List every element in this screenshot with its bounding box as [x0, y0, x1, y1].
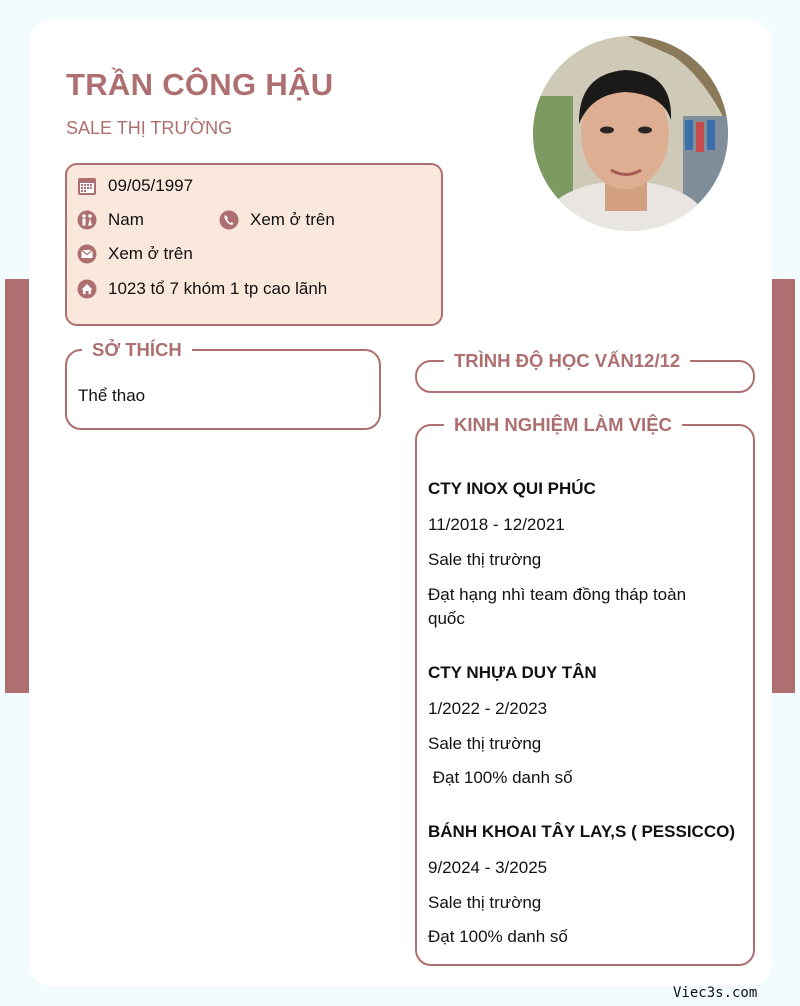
birthday-row — [77, 176, 193, 196]
address-row — [77, 279, 327, 299]
candidate-name: TRẦN CÔNG HẬU — [66, 67, 334, 102]
job-company: BÁNH KHOAI TÂY LAY,S ( PESSICCO) — [428, 822, 735, 841]
job-role: Sale thị trường — [428, 550, 542, 569]
email-row — [77, 244, 193, 264]
watermark: Viec3s.com — [673, 985, 758, 1001]
birthday-value: 09/05/1997 — [108, 176, 194, 195]
address-value: 1023 tổ 7 khóm 1 tp cao lãnh — [108, 279, 328, 298]
hobbies-title: SỞ THÍCH — [82, 338, 192, 362]
hobbies-content: Thể thao — [78, 386, 146, 405]
job-company: CTY INOX QUI PHÚC — [428, 479, 596, 498]
personal-info-box — [65, 163, 443, 326]
job-description: Đạt 100% danh số — [428, 927, 568, 946]
experience-section — [415, 414, 755, 966]
calendar-icon — [77, 176, 97, 196]
phone-value: Xem ở trên — [250, 210, 335, 229]
hobbies-section — [65, 339, 381, 430]
gender-row — [77, 210, 144, 230]
job-period: 11/2018 - 12/2021 — [428, 515, 565, 534]
job-description: Đạt 100% danh số — [428, 768, 573, 787]
job-company: CTY NHỰA DUY TÂN — [428, 663, 597, 682]
job-role: Sale thị trường — [428, 734, 542, 753]
gender-value: Nam — [108, 210, 144, 229]
avatar — [533, 36, 728, 231]
gender-icon — [77, 210, 97, 230]
job-role: Sale thị trường — [428, 893, 542, 912]
candidate-position: SALE THỊ TRƯỜNG — [66, 118, 233, 138]
job-description: Đạt hạng nhì team đồng tháp toàn quốc — [428, 585, 687, 628]
job-period: 9/2024 - 3/2025 — [428, 858, 548, 877]
education-title: TRÌNH ĐỘ HỌC VẤN12/12 — [444, 349, 690, 373]
email-icon — [77, 244, 97, 264]
phone-icon — [219, 210, 239, 230]
experience-title: KINH NGHIỆM LÀM VIỆC — [444, 413, 682, 437]
education-section — [415, 350, 755, 393]
job-period: 1/2022 - 2/2023 — [428, 699, 548, 718]
home-icon — [77, 279, 97, 299]
email-value: Xem ở trên — [108, 244, 193, 263]
phone-row — [219, 210, 335, 230]
